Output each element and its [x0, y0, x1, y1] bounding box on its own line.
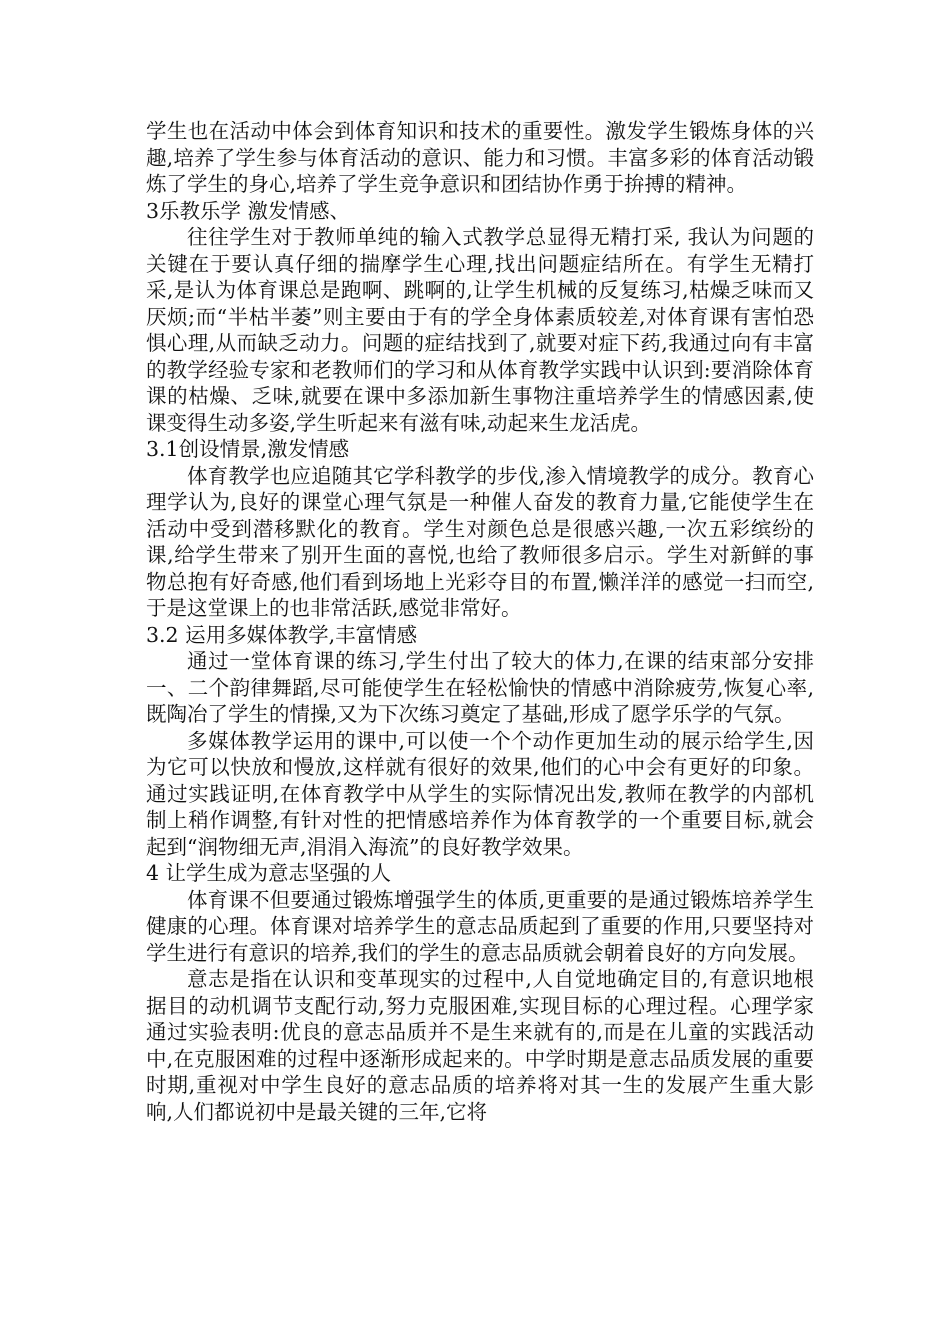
paragraph: 体育课不但要通过锻炼增强学生的体质,更重要的是通过锻炼培养学生健康的心理。体育课对培养学生的意志品质起到了重要的作用,只要坚持对学生进行有意识的培养,我们的学生的意志品质就会朝着良好的方向发展。	[146, 887, 814, 965]
section-heading-3-2: 3.2 运用多媒体教学,丰富情感	[146, 622, 418, 647]
document-body	[146, 118, 814, 1125]
paragraph: 多媒体教学运用的课中,可以使一个个动作更加生动的展示给学生,因为它可以快放和慢放,这样就有很好的效果,他们的心中会有更好的印象。通过实践证明,在体育教学中从学生的实际情况出发,教师在教学的内部机制上稍作调整,有针对性的把情感培养作为体育教学的一个重要目标,就会起到“润物细无声,涓涓入海流”的良好教学效果。	[146, 728, 814, 859]
paragraph: 通过一堂体育课的练习,学生付出了较大的体力,在课的结束部分安排一、二个韵律舞蹈,尽可能使学生在轻松愉快的情感中消除疲劳,恢复心率,既陶冶了学生的情操,又为下次练习奠定了基础,形成了愿学乐学的气氛。	[146, 649, 814, 726]
section-heading-4: 4 让学生成为意志坚强的人	[146, 861, 392, 885]
section-heading-3: 3乐教乐学 激发情感、	[146, 198, 351, 223]
paragraph: 意志是指在认识和变革现实的过程中,人自觉地确定目的,有意识地根据目的动机调节支配行动,努力克服困难,实现目标的心理过程。心理学家通过实验表明:优良的意志品质并不是生来就有的,而是在儿童的实践活动中,在克服困难的过程中逐渐形成起来的。中学时期是意志品质发展的重要时期,重视对中学生良好的意志品质的培养将对其一生的发展产生重大影响,人们都说初中是最关键的三年,它将	[146, 967, 814, 1124]
paragraph: 往往学生对于教师单纯的输入式教学总显得无精打采, 我认为问题的关键在于要认真仔细的揣摩学生心理,找出问题症结所在。有学生无精打采,是认为体育课总是跑啊、跳啊的,让学生机械的反复练习,枯燥乏味而又厌烦;而“半枯半萎”则主要由于有的学全身体素质较差,对体育课有害怕恐惧心理,从而缺乏动力。问题的症结找到了,就要对症下药,我通过向有丰富的教学经验专家和老教师们的学习和从体育教学实践中认识到:要消除体育课的枯燥、乏味,就要在课中多添加新生事物注重培养学生的情感因素,使课变得生动多姿,学生听起来有滋有味,动起来生龙活虎。	[146, 225, 814, 435]
section-heading-3-1: 3.1创设情景,激发情感	[146, 437, 350, 461]
paragraph-continuation: 学生也在活动中体会到体育知识和技术的重要性。激发学生锻炼身体的兴趣,培养了学生参与体育活动的意识、能力和习惯。丰富多彩的体育活动锻炼了学生的身心,培养了学生竞争意识和团结协作勇于拚搏的精神。	[146, 119, 814, 196]
paragraph: 体育教学也应追随其它学科教学的步伐,渗入情境教学的成分。教育心理学认为,良好的课堂心理气氛是一种催人奋发的教育力量,它能使学生在活动中受到潜移默化的教育。学生对颜色总是很感兴趣,一次五彩缤纷的课,给学生带来了别开生面的喜悦,也给了教师很多启示。学生对新鲜的事物总抱有好奇感,他们看到场地上光彩夺目的布置,懒洋洋的感觉一扫而空,于是这堂课上的也非常活跃,感觉非常好。	[146, 463, 814, 620]
